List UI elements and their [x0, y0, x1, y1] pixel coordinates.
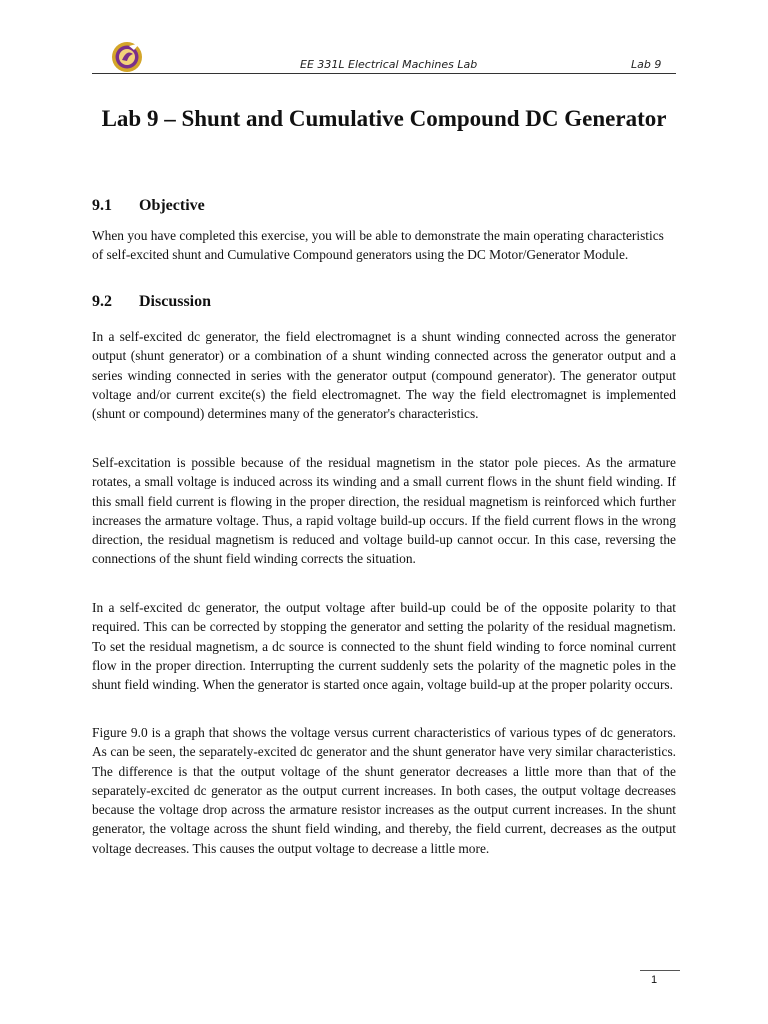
- discussion-paragraph-3: In a self-excited dc generator, the output voltage after build-up could be of the opposite polarity to that required. This can be corrected by stopping the generator and setting the polarity of the residual magnetism. To set the residual magnetism, a dc source is connected to the shunt field winding to force nominal current flow in the proper direction. Interrupting the current suddenly sets the polarity of the magnetic poles in the shunt field winding. When the generator is started once again, voltage build-up at the proper polarity occurs.: [92, 600, 676, 693]
- objective-paragraph: When you have completed this exercise, you will be able to demonstrate the main operating characteristics of self-excited shunt and Cumulative Compound generators using the DC Motor/Generator Module.: [92, 228, 664, 263]
- header-lab-number: Lab 9: [631, 58, 662, 71]
- section-title: Objective: [139, 197, 205, 214]
- university-logo: [110, 40, 144, 74]
- section-number: 9.1: [92, 197, 112, 214]
- header-divider: [92, 73, 676, 74]
- discussion-paragraph-1: In a self-excited dc generator, the field electromagnet is a shunt winding connected across the generator output (shunt generator) or a combination of a shunt winding connected across the generator output and a series winding connected in series with the generator output (compound generator). The generator output voltage and/or current excite(s) the field electromagnet. The way the field electromagnet is implemented (shunt or compound) determines many of the generator's characteristics.: [92, 329, 676, 422]
- discussion-paragraph-4: Figure 9.0 is a graph that shows the voltage versus current characteristics of various types of dc generators. As can be seen, the separately-excited dc generator and the shunt generator have very similar characteristics. The difference is that the output voltage of the shunt generator decreases a little more than that of the separately-excited dc generator as the output current increases. In both cases, the output voltage decreases because the voltage drop across the armature resistor increases as the output current increases. In the shunt generator, the voltage across the shunt field winding, and thereby, the field current, decreases as the output voltage decreases. This causes the output voltage to decrease a little more.: [92, 725, 676, 856]
- section-heading-discussion: [92, 293, 211, 311]
- section-number: 9.2: [92, 293, 112, 310]
- page-number: 1: [651, 974, 658, 986]
- discussion-paragraph-2: Self-excitation is possible because of the residual magnetism in the stator pole pieces. As the armature rotates, a small voltage is induced across its winding and a small current flows in the shunt field winding. If this small field current is flowing in the proper direction, the residual magnetism is reinforced which further increases the armature voltage. Thus, a rapid voltage build-up occurs. If the field current flows in the wrong direction, the residual magnetism is reduced and voltage build-up cannot occur. In this case, reversing the connections of the shunt field winding corrects the situation.: [92, 455, 676, 567]
- section-heading-objective: [92, 197, 205, 215]
- header-course-title: EE 331L Electrical Machines Lab: [300, 58, 478, 71]
- document-title: Lab 9 – Shunt and Cumulative Compound DC Generator: [101, 106, 667, 131]
- footer-divider: [640, 970, 680, 971]
- section-title: Discussion: [139, 293, 212, 310]
